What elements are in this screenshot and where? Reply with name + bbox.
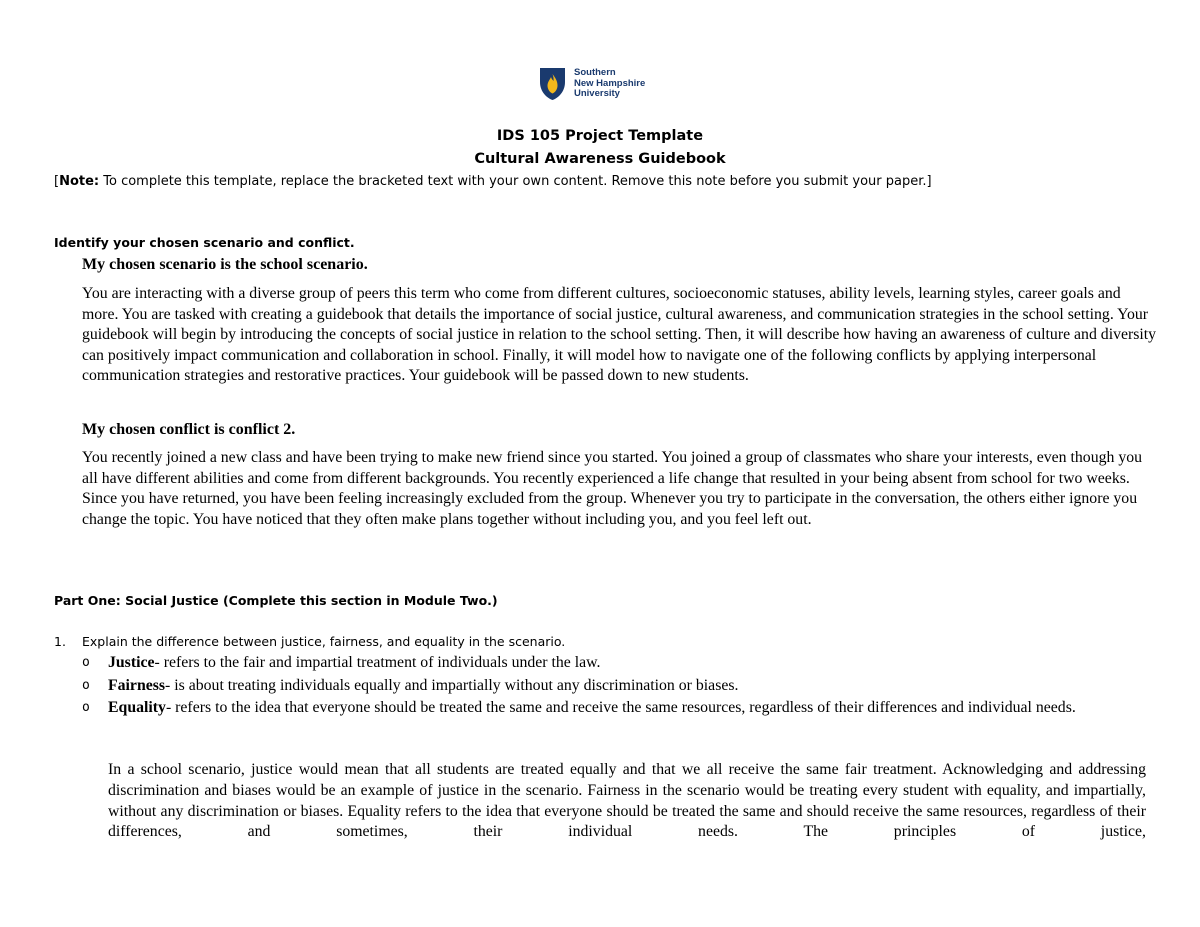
answer-paragraph: In a school scenario, justice would mean that all students are treated equally and that we all receive the same fair treatment. Acknowledging and addressing discrimination and biases would be an example of justice in the scenario. Fairness in the scenario would be treating every student with equality, and impartially, without any discrimination or biases. Equality refers to the idea that everyone should be treated the same and should receive the same resources, regardless of their differences, and sometimes, their individual needs. The principles of justice, [108, 761, 1146, 841]
logo-line-3: University [574, 88, 620, 100]
bullet-equality [82, 697, 1146, 720]
part-one-heading: Part One: Social Justice (Complete this section in Module Two.) [54, 593, 498, 608]
bullet-text: - refers to the fair and impartial treatment of individuals under the law. [154, 654, 601, 671]
logo-line-1: Southern [574, 67, 616, 79]
conflict-paragraph: You recently joined a new class and have been trying to make new friend since you started. You joined a group of classmates who share your interests, even though you all have different abilities and come from different backgrounds. You recently experienced a life change that resulted in your being absent from school for two weeks. Since you have returned, you have been feeling increasingly excluded from the group. Whenever you try to participate in the conversation, the others either ignore you change the topic. You have noticed that they often make plans together without including you, and you feel left out. [82, 449, 1143, 528]
bullet-term: Justice [108, 654, 155, 671]
bullet-text: - refers to the idea that everyone should be treated the same and receive the same resources, regardless of their differences and individual needs. [165, 699, 1076, 716]
identify-heading: Identify your chosen scenario and conflict. [54, 235, 355, 250]
scenario-heading: My chosen scenario is the school scenario. [82, 256, 368, 273]
note-open-bracket: [ [54, 174, 60, 189]
bullet-fairness [82, 675, 1146, 698]
bullet-marker: o [82, 655, 90, 670]
conflict-heading: My chosen conflict is conflict 2. [82, 421, 296, 438]
bullet-term: Equality [108, 699, 166, 716]
bullet-marker: o [82, 678, 90, 693]
question-number: 1. [54, 634, 66, 649]
snhu-logo [539, 66, 645, 102]
bullet-marker: o [82, 700, 90, 715]
snhu-logo-text [574, 68, 645, 100]
note-text: To complete this template, replace the bracketed text with your own content. Remove this note before you submit your paper.] [99, 174, 932, 189]
scenario-paragraph: You are interacting with a diverse group of peers this term who come from different cultures, socioeconomic statuses, ability levels, learning styles, career goals and more. You are tasked with creating a guidebook that details the importance of social justice, cultural awareness, and communication strategies in the school setting. Your guidebook will begin by introducing the concepts of social justice in relation to the school setting. Then, it will describe how having an awareness of culture and diversity can positively impact communication and collaboration in school. Finally, it will model how to navigate one of the following conflicts by applying interpersonal communication strategies and restorative practices. Your guidebook will be passed down to new students. [82, 285, 1157, 385]
note-label: Note: [59, 174, 100, 189]
document-title: IDS 105 Project Template [496, 128, 704, 144]
bullet-text: - is about treating individuals equally and impartially without any discrimination or biases. [165, 677, 739, 694]
logo-line-2: New Hampshire [574, 77, 646, 89]
snhu-shield-icon [539, 67, 566, 101]
document-subtitle: Cultural Awareness Guidebook [474, 151, 726, 167]
bullet-justice [82, 652, 1146, 675]
bullet-term: Fairness [108, 677, 166, 694]
question-text: Explain the difference between justice, fairness, and equality in the scenario. [82, 634, 566, 649]
question-1 [54, 634, 565, 649]
template-note [54, 174, 932, 189]
